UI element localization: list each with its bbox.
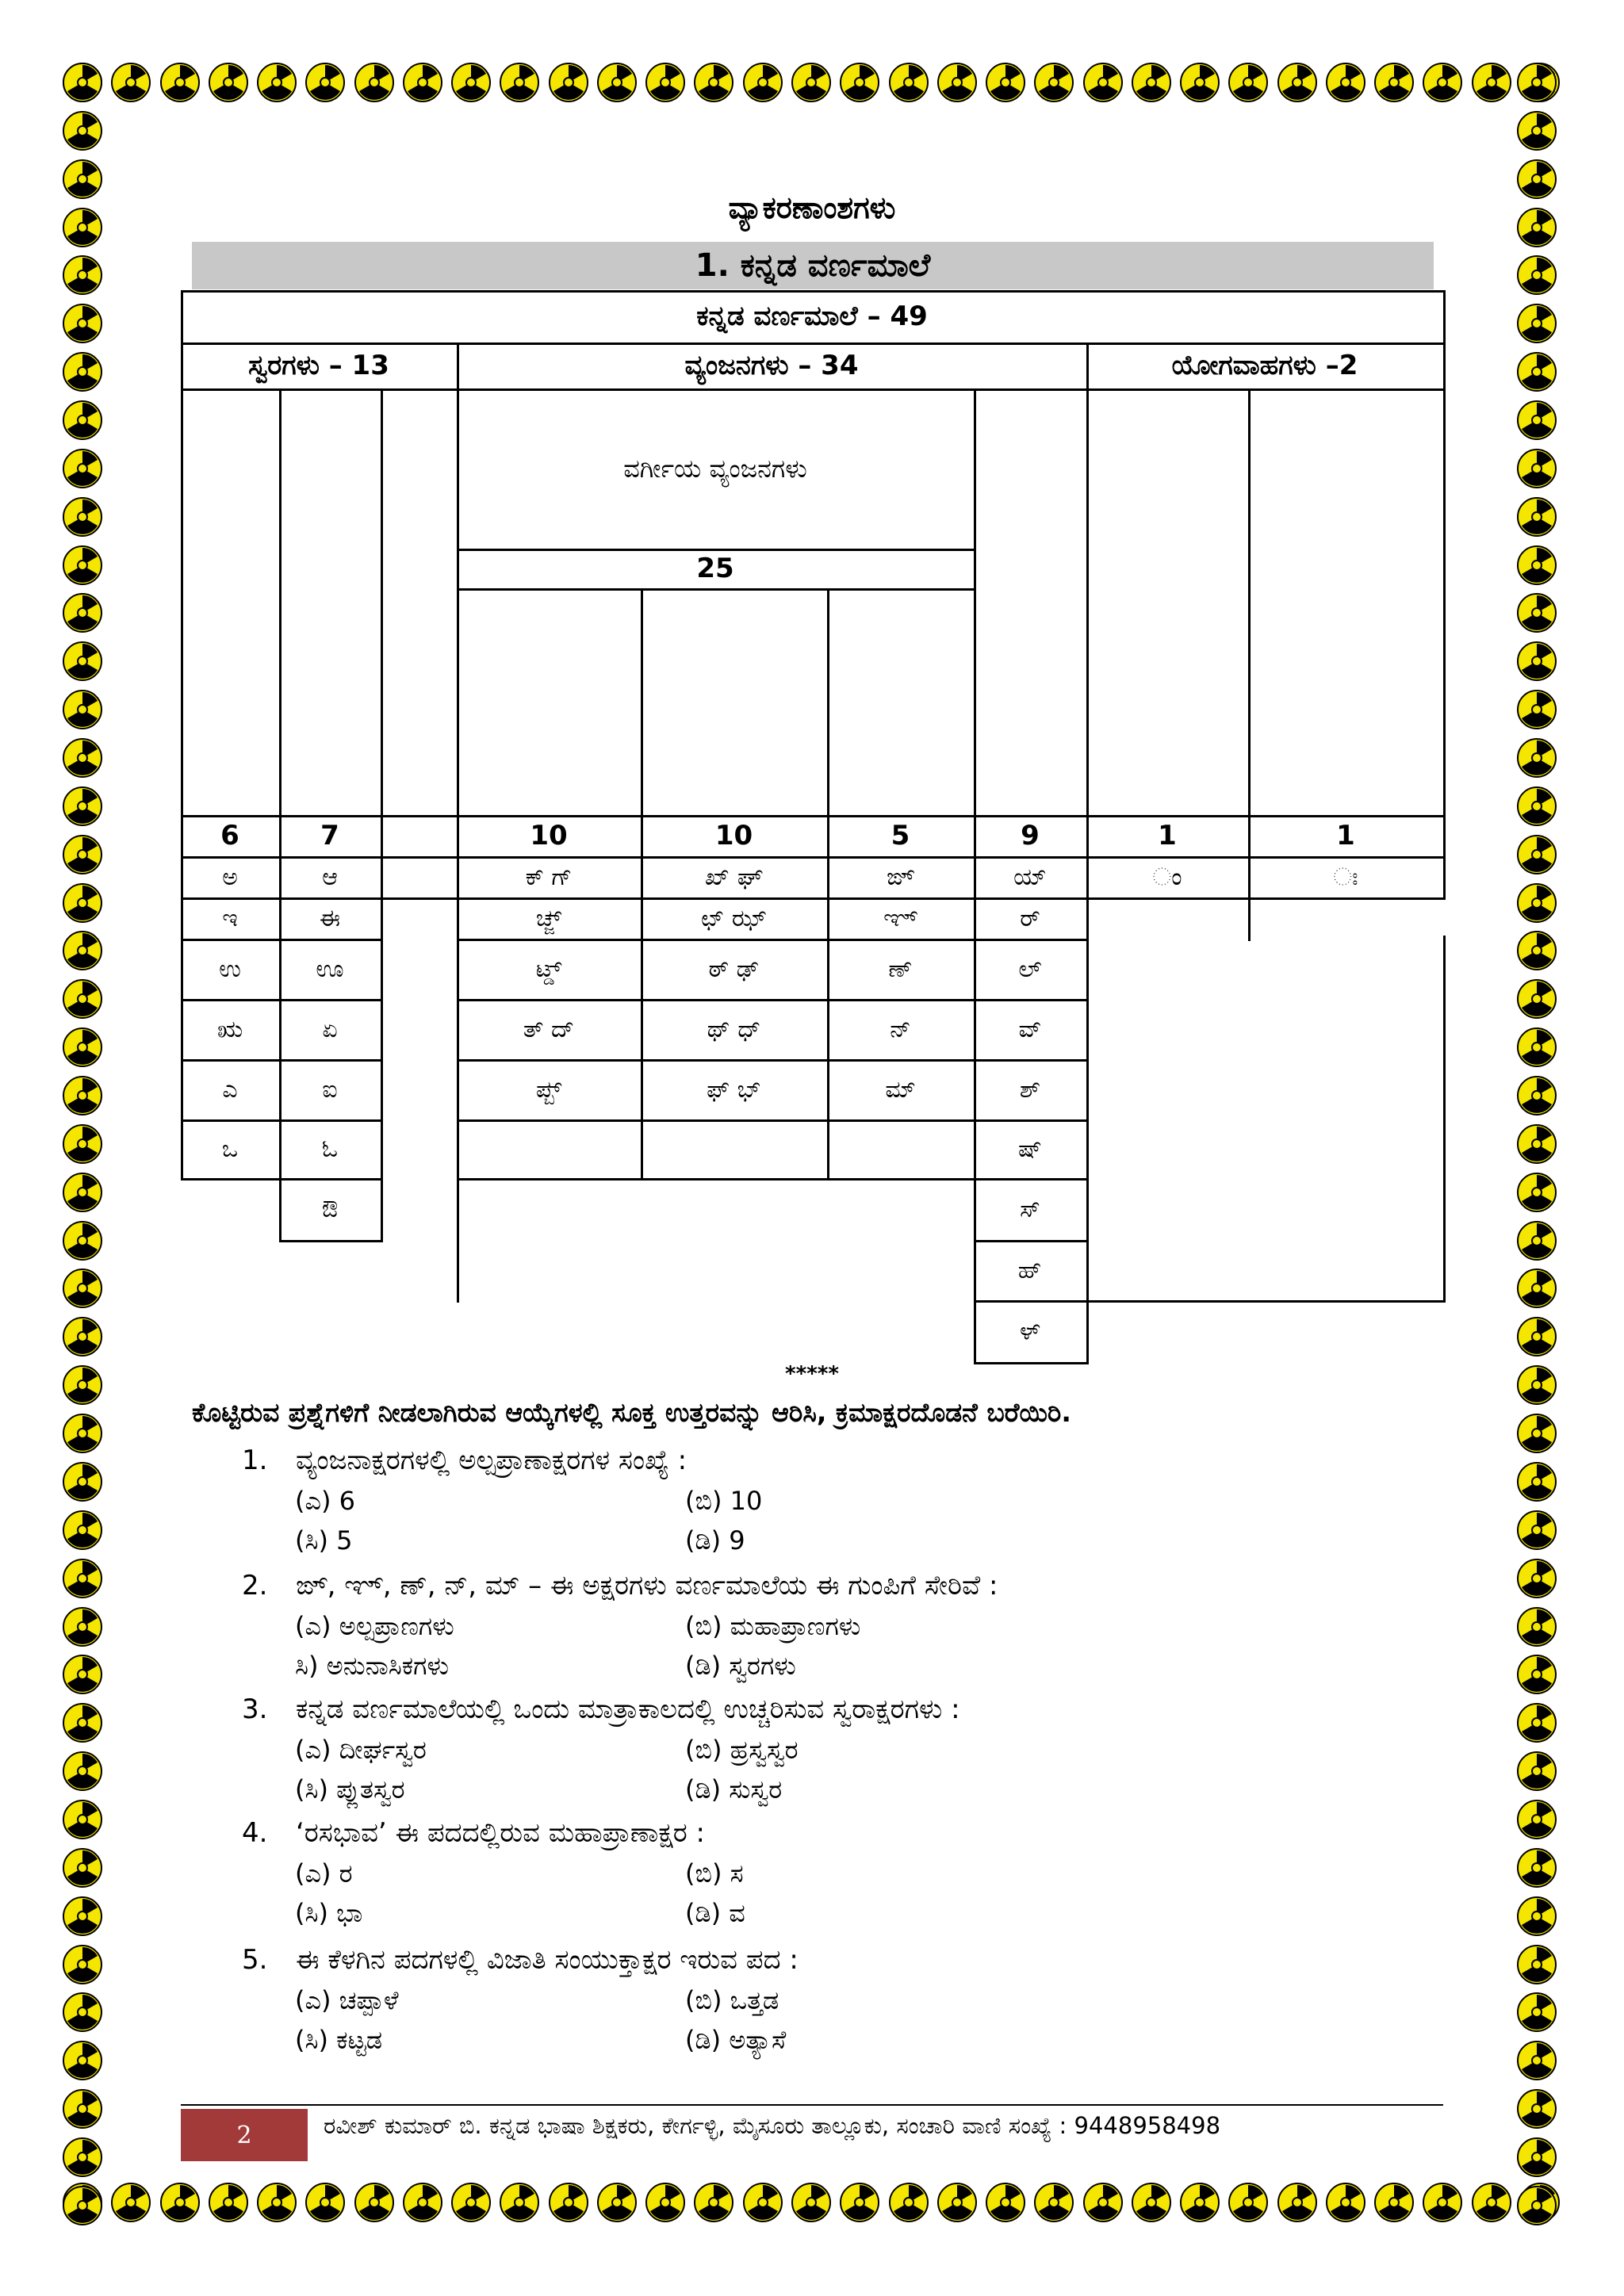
border-ornament-icon: [1516, 737, 1557, 779]
border-ornament-icon: [62, 1799, 103, 1840]
table-rule: [974, 1300, 1089, 1303]
table-rule: [181, 999, 383, 1001]
border-ornament-icon: [62, 1220, 103, 1261]
border-ornament-icon: [1179, 2182, 1220, 2223]
border-ornament-icon: [1516, 2088, 1557, 2130]
question-text: ‘ರಸಭಾವ’ ಈ ಪದದಲ್ಲಿರುವ ಮಹಾಪ್ರಾಣಾಕ್ಷರ :: [296, 1817, 705, 1849]
avargiya-letter: ಳ್: [1019, 1317, 1040, 1345]
table-rule: [181, 1178, 383, 1181]
alpaprana-letters: ಚ್ಜ್: [535, 904, 562, 932]
table-rule: [457, 588, 976, 591]
table-rule: [181, 388, 1446, 391]
yogavaha-header: ಯೋಗವಾಹಗಳು –2: [1171, 350, 1358, 381]
border-ornament-icon: [1179, 62, 1220, 103]
border-ornament-icon: [1516, 1172, 1557, 1213]
answer-option[interactable]: (ಸಿ) ಕಟ್ಟಡ: [295, 2025, 383, 2055]
table-rule: [974, 388, 976, 1364]
border-ornament-icon: [62, 1268, 103, 1309]
border-ornament-icon: [62, 930, 103, 971]
border-ornament-icon: [1516, 1896, 1557, 1937]
mahaprana-letters: ಥ್ ಧ್: [707, 1015, 761, 1043]
answer-option[interactable]: (ಎ) 6: [295, 1486, 356, 1516]
alpaprana-letters: ಪ್ಬ್: [535, 1075, 562, 1104]
border-ornament-icon: [888, 62, 929, 103]
border-ornament-icon: [354, 2182, 395, 2223]
border-ornament-icon: [888, 2182, 929, 2223]
border-ornament-icon: [985, 2182, 1026, 2223]
table-rule: [1248, 388, 1251, 941]
border-ornament-icon: [1516, 1702, 1557, 1743]
border-ornament-icon: [62, 1847, 103, 1888]
table-rule: [457, 1119, 1089, 1122]
question-text: ಙ್, ಞ್, ಣ್, ನ್, ಮ್ – ಈ ಅಕ್ಷರಗಳು ವರ್ಣಮಾಲೆಯ ಈ ಗುಂಪಿಗೆ ಸೇರಿವೆ :: [296, 1570, 998, 1601]
border-ornament-icon: [110, 62, 151, 103]
border-ornament-icon: [1516, 834, 1557, 875]
dirgha-letter: ಏ: [322, 1015, 338, 1043]
hrasva-letter: ಅ: [222, 863, 238, 891]
border-ornament-icon: [693, 2182, 734, 2223]
question: [242, 1944, 799, 1976]
border-ornament-icon: [62, 496, 103, 538]
border-ornament-icon: [742, 2182, 783, 2223]
hrasva-letter: ಉ: [219, 955, 241, 983]
border-ornament-icon: [62, 254, 103, 296]
border-ornament-icon: [450, 62, 492, 103]
vargiya-header: ವರ್ಗೀಯ ವ್ಯಂಜನಗಳು: [623, 453, 807, 484]
count-cell: 9: [1021, 820, 1040, 851]
border-ornament-icon: [62, 400, 103, 441]
separator-stars: *****: [785, 1362, 839, 1386]
border-ornament-icon: [62, 641, 103, 682]
question-text: ಈ ಕೆಳಗಿನ ಪದಗಳಲ್ಲಿ ವಿಜಾತಿ ಸಂಯುಕ್ತಾಕ್ಷರ ಇರುವ ಪದ :: [296, 1944, 799, 1976]
alpaprana-letters: ಟ್ಡ್: [535, 955, 562, 983]
border-ornament-icon: [62, 834, 103, 875]
border-ornament-icon: [1516, 882, 1557, 924]
border-ornament-icon: [62, 1992, 103, 2033]
border-ornament-icon: [1033, 2182, 1074, 2223]
page-title: ವ್ಯಾಕರಣಾಂಶಗಳು: [728, 190, 896, 225]
border-ornament-icon: [645, 62, 686, 103]
anusvara-letter: ಂ: [1152, 863, 1182, 891]
border-ornament-icon: [1516, 930, 1557, 971]
border-ornament-icon: [596, 2182, 638, 2223]
table-rule: [181, 815, 1446, 817]
border-ornament-icon: [985, 62, 1026, 103]
table-rule: [381, 388, 383, 1242]
table-rule: [457, 1178, 1089, 1181]
border-ornament-icon: [936, 62, 978, 103]
mahaprana-letters: ಠ್ ಢ್: [708, 955, 760, 983]
answer-option[interactable]: (ಬಿ) ಒತ್ತಡ: [685, 1985, 779, 2015]
border-ornament-icon: [1516, 351, 1557, 392]
alpaprana-letters: ಕ್ ಗ್: [525, 863, 573, 891]
border-ornament-icon: [1373, 2182, 1415, 2223]
question-number: 2.: [242, 1570, 268, 1601]
border-ornament-icon: [1516, 1027, 1557, 1068]
question-text: ಕನ್ನಡ ವರ್ಣಮಾಲೆಯಲ್ಲಿ ಒಂದು ಮಾತ್ರಾಕಾಲದಲ್ಲಿ ಉಚ್ಚರಿಸುವ ಸ್ವರಾಕ್ಷರಗಳು :: [296, 1693, 960, 1725]
table-rule: [1086, 1300, 1446, 1303]
avargiya-letter: ಶ್: [1019, 1075, 1041, 1104]
border-ornament-icon: [62, 545, 103, 586]
table-rule: [181, 290, 1446, 293]
table-rule: [827, 588, 829, 1181]
border-ornament-icon: [1516, 110, 1557, 151]
border-ornament-icon: [1516, 592, 1557, 633]
table-rule: [1086, 388, 1089, 1364]
border-ornament-icon: [1516, 1220, 1557, 1261]
count-cell: 7: [320, 820, 339, 851]
border-ornament-icon: [791, 62, 832, 103]
border-ornament-icon: [304, 62, 346, 103]
question-text: ವ್ಯಂಜನಾಕ್ಷರಗಳಲ್ಲಿ ಅಲ್ಪಪ್ರಾಣಾಕ್ಷರಗಳ ಸಂಖ್ಯೆ :: [296, 1445, 688, 1476]
avargiya-letter: ವ್: [1018, 1015, 1042, 1043]
table-rule: [974, 1240, 1089, 1242]
border-ornament-icon: [645, 2182, 686, 2223]
alpaprana-letters: ತ್ ದ್: [523, 1015, 575, 1043]
border-ornament-icon: [1516, 1751, 1557, 1792]
border-ornament-icon: [693, 62, 734, 103]
table-rule: [457, 939, 1089, 941]
anunasika-letter: ಙ್: [887, 863, 914, 891]
border-ornament-icon: [1228, 2182, 1269, 2223]
border-ornament-icon: [742, 62, 783, 103]
border-ornament-icon: [62, 737, 103, 779]
avargiya-letter: ಯ್: [1013, 863, 1047, 891]
border-ornament-icon: [110, 2182, 151, 2223]
footer-rule: [181, 2104, 1443, 2106]
border-ornament-icon: [1516, 2137, 1557, 2178]
border-ornament-icon: [1516, 978, 1557, 1020]
table-rule: [279, 388, 282, 1242]
answer-option[interactable]: (ಸಿ) ಪ್ಲುತಸ್ವರ: [295, 1774, 405, 1804]
count-cell: 1: [1158, 820, 1177, 851]
table-rule: [457, 999, 1089, 1001]
border-ornament-icon: [208, 62, 249, 103]
dirgha-letter: ಓ: [321, 1135, 339, 1163]
border-ornament-icon: [304, 2182, 346, 2223]
mahaprana-letters: ಛ್ ಝ್: [701, 904, 767, 932]
border-ornament-icon: [62, 1944, 103, 1985]
border-top: [62, 62, 1561, 106]
border-ornament-icon: [402, 62, 443, 103]
border-ornament-icon: [791, 2182, 832, 2223]
border-ornament-icon: [62, 2137, 103, 2178]
answer-option[interactable]: (ಸಿ) 5: [295, 1525, 353, 1556]
border-ornament-icon: [1516, 1654, 1557, 1695]
hrasva-letter: ಋ: [217, 1015, 243, 1043]
table-rule: [1443, 936, 1446, 1303]
border-ornament-icon: [1516, 448, 1557, 489]
answer-option[interactable]: (ಬಿ) ಸ: [685, 1858, 744, 1888]
question-number: 5.: [242, 1944, 268, 1976]
table-rule: [457, 342, 459, 1303]
border-ornament-icon: [1516, 786, 1557, 827]
avargiya-letter: ಲ್: [1018, 955, 1042, 983]
border-ornament-icon: [936, 2182, 978, 2223]
border-ornament-icon: [839, 2182, 880, 2223]
border-ornament-icon: [1516, 1944, 1557, 1985]
border-ornament-icon: [62, 303, 103, 344]
border-ornament-icon: [1471, 2182, 1512, 2223]
dirgha-letter: ಊ: [316, 955, 344, 983]
border-ornament-icon: [62, 1316, 103, 1357]
border-ornament-icon: [62, 1075, 103, 1116]
border-ornament-icon: [62, 689, 103, 730]
border-ornament-icon: [1516, 2040, 1557, 2081]
border-ornament-icon: [1228, 62, 1269, 103]
border-ornament-icon: [159, 62, 201, 103]
table-rule: [181, 342, 1446, 345]
table-rule: [181, 1059, 383, 1062]
border-ornament-icon: [62, 1172, 103, 1213]
answer-option[interactable]: ಸಿ) ಅನುನಾಸಿಕಗಳು: [295, 1651, 450, 1681]
border-ornament-icon: [1516, 496, 1557, 538]
border-ornament-icon: [1082, 2182, 1124, 2223]
border-ornament-icon: [62, 110, 103, 151]
border-ornament-icon: [62, 1896, 103, 1937]
mahaprana-letters: ಫ್ ಭ್: [707, 1075, 761, 1104]
border-ornament-icon: [62, 1558, 103, 1599]
border-ornament-icon: [62, 1654, 103, 1695]
border-ornament-icon: [1516, 1992, 1557, 2033]
border-ornament-icon: [62, 1702, 103, 1743]
border-ornament-icon: [1516, 303, 1557, 344]
border-ornament-icon: [1516, 1510, 1557, 1551]
border-ornament-icon: [1516, 641, 1557, 682]
border-left: [62, 62, 106, 2226]
border-ornament-icon: [1516, 1316, 1557, 1357]
border-ornament-icon: [450, 2182, 492, 2223]
border-ornament-icon: [596, 62, 638, 103]
border-ornament-icon: [1516, 1558, 1557, 1599]
border-ornament-icon: [548, 2182, 589, 2223]
border-ornament-icon: [62, 1606, 103, 1647]
border-ornament-icon: [62, 882, 103, 924]
answer-option[interactable]: (ಎ) ಅಲ್ಪಪ್ರಾಣಗಳು: [295, 1611, 454, 1641]
border-ornament-icon: [62, 1461, 103, 1502]
border-ornament-icon: [62, 351, 103, 392]
avargiya-letter: ಷ್: [1017, 1135, 1043, 1163]
avargiya-letter: ಹ್: [1017, 1256, 1043, 1284]
instruction-text: ಕೊಟ್ಟಿರುವ ಪ್ರಶ್ನೆಗಳಿಗೆ ನೀಡಲಾಗಿರುವ ಆಯ್ಕೆಗಳಲ್ಲಿ ಸೂಕ್ತ ಉತ್ತರವನ್ನು ಆರಿಸಿ, ಕ್ರಮಾಕ್ಷರದೊಡನೆ ಬರೆಯಿರಿ.: [192, 1397, 1071, 1428]
border-ornament-icon: [548, 62, 589, 103]
border-ornament-icon: [1325, 62, 1366, 103]
question: [242, 1445, 687, 1476]
table-rule: [1443, 290, 1446, 900]
anunasika-letter: ನ್: [890, 1015, 911, 1043]
question-number: 4.: [242, 1817, 268, 1849]
page-number: 2: [181, 2109, 308, 2161]
count-cell: 1: [1336, 820, 1355, 851]
anunasika-letter: ಮ್: [885, 1075, 916, 1104]
border-ornament-icon: [1516, 62, 1557, 103]
answer-option[interactable]: (ಡಿ) ಸುಸ್ವರ: [685, 1774, 783, 1804]
border-ornament-icon: [354, 62, 395, 103]
border-ornament-icon: [256, 62, 297, 103]
visarga-letter: ಃ: [1333, 863, 1358, 891]
border-ornament-icon: [1373, 62, 1415, 103]
border-ornament-icon: [1131, 2182, 1172, 2223]
border-ornament-icon: [62, 1413, 103, 1454]
border-ornament-icon: [1131, 62, 1172, 103]
anunasika-letter: ಞ್: [883, 904, 917, 932]
border-ornament-icon: [1516, 2185, 1557, 2226]
question-number: 3.: [242, 1693, 268, 1725]
border-ornament-icon: [402, 2182, 443, 2223]
table-rule: [279, 1240, 383, 1242]
border-right: [1516, 62, 1561, 2226]
border-ornament-icon: [62, 2185, 103, 2226]
border-ornament-icon: [62, 786, 103, 827]
border-ornament-icon: [1516, 1461, 1557, 1502]
border-ornament-icon: [1516, 1799, 1557, 1840]
border-ornament-icon: [62, 62, 103, 103]
vargiya-count: 25: [696, 553, 734, 584]
dirgha-letter: ಐ: [322, 1075, 338, 1104]
border-ornament-icon: [1516, 1075, 1557, 1116]
question: [242, 1570, 998, 1601]
border-ornament-icon: [62, 2088, 103, 2130]
dirgha-letter: ಈ: [319, 904, 341, 932]
answer-option[interactable]: (ಬಿ) ಮಹಾಪ್ರಾಣಗಳು: [685, 1611, 861, 1641]
border-ornament-icon: [1516, 1413, 1557, 1454]
table-title: ಕನ್ನಡ ವರ್ಣಮಾಲೆ – 49: [696, 300, 928, 332]
border-ornament-icon: [1277, 2182, 1318, 2223]
border-ornament-icon: [62, 978, 103, 1020]
anunasika-letter: ಣ್: [888, 955, 913, 983]
border-ornament-icon: [499, 62, 540, 103]
avargiya-letter: ಸ್: [1020, 1195, 1040, 1223]
table-rule: [641, 588, 643, 1181]
border-ornament-icon: [62, 1027, 103, 1068]
count-cell: 10: [714, 820, 753, 851]
border-bottom: [62, 2182, 1561, 2226]
border-ornament-icon: [62, 592, 103, 633]
border-ornament-icon: [62, 1510, 103, 1551]
avargiya-letter: ರ್: [1020, 904, 1040, 932]
count-cell: 6: [220, 820, 239, 851]
border-ornament-icon: [62, 2040, 103, 2081]
count-cell: 5: [891, 820, 910, 851]
section-title: 1. ಕನ್ನಡ ವರ್ಣಮಾಲೆ: [192, 242, 1434, 289]
answer-option[interactable]: (ಬಿ) ಹ್ರಸ್ವಸ್ವರ: [685, 1735, 799, 1765]
border-ornament-icon: [62, 448, 103, 489]
answer-option[interactable]: (ಎ) ದೀರ್ಘಸ್ವರ: [295, 1735, 427, 1765]
dirgha-letter: ಆ: [322, 863, 338, 891]
table-rule: [1086, 342, 1089, 941]
table-rule: [181, 1119, 383, 1122]
hrasva-letter: ಎ: [222, 1075, 238, 1104]
border-ornament-icon: [62, 1123, 103, 1165]
count-cell: 10: [530, 820, 568, 851]
border-ornament-icon: [1082, 62, 1124, 103]
dirgha-letter: ಔ: [321, 1195, 339, 1223]
table-rule: [457, 1059, 1089, 1062]
border-ornament-icon: [839, 62, 880, 103]
answer-option[interactable]: (ಎ) ಚಪ್ಪಾಳೆ: [295, 1985, 399, 2015]
vyanjana-header: ವ್ಯಂಜನಗಳು – 34: [684, 350, 859, 381]
border-ornament-icon: [1516, 1268, 1557, 1309]
border-ornament-icon: [499, 2182, 540, 2223]
border-ornament-icon: [208, 2182, 249, 2223]
mahaprana-letters: ಖ್ ಘ್: [704, 863, 764, 891]
border-ornament-icon: [1516, 545, 1557, 586]
border-ornament-icon: [1516, 1606, 1557, 1647]
border-ornament-icon: [1277, 62, 1318, 103]
border-ornament-icon: [1516, 1123, 1557, 1165]
answer-option[interactable]: (ಡಿ) ಅತ್ಯಾಸೆ: [685, 2025, 787, 2055]
answer-option[interactable]: (ಡಿ) ಸ್ವರಗಳು: [685, 1651, 796, 1681]
border-ornament-icon: [256, 2182, 297, 2223]
table-rule: [181, 290, 183, 1181]
answer-option[interactable]: (ಸಿ) ಭಾ: [295, 1898, 363, 1928]
question: [242, 1693, 960, 1725]
border-ornament-icon: [1033, 62, 1074, 103]
border-ornament-icon: [1422, 62, 1463, 103]
table-rule: [181, 897, 1446, 900]
border-ornament-icon: [1516, 254, 1557, 296]
answer-option[interactable]: (ಡಿ) 9: [685, 1525, 745, 1556]
table-rule: [181, 939, 383, 941]
hrasva-letter: ಇ: [222, 904, 238, 932]
border-ornament-icon: [1516, 1847, 1557, 1888]
answer-option[interactable]: (ಎ) ರ: [295, 1858, 353, 1888]
border-ornament-icon: [1516, 689, 1557, 730]
footer-credit: ರವೀಶ್ ಕುಮಾರ್ ಬಿ. ಕನ್ನಡ ಭಾಷಾ ಶಿಕ್ಷಕರು, ಕೇರ್ಗಳ್ಳಿ, ಮೈಸೂರು ತಾಲ್ಲೂಕು, ಸಂಚಾರಿ ವಾಣಿ ಸಂಖ್ಯೆ : 9448958498: [324, 2112, 1221, 2139]
border-ornament-icon: [1422, 2182, 1463, 2223]
table-rule: [181, 856, 1446, 859]
border-ornament-icon: [1471, 62, 1512, 103]
swara-header: ಸ್ವರಗಳು – 13: [248, 350, 389, 381]
question-number: 1.: [242, 1445, 268, 1476]
hrasva-letter: ಒ: [221, 1135, 239, 1163]
border-ornament-icon: [1325, 2182, 1366, 2223]
border-ornament-icon: [1516, 400, 1557, 441]
border-ornament-icon: [159, 2182, 201, 2223]
border-ornament-icon: [62, 1751, 103, 1792]
table-rule: [457, 549, 976, 551]
question: [242, 1817, 705, 1849]
answer-option[interactable]: (ಡಿ) ವ: [685, 1898, 745, 1928]
answer-option[interactable]: (ಬಿ) 10: [685, 1486, 763, 1516]
